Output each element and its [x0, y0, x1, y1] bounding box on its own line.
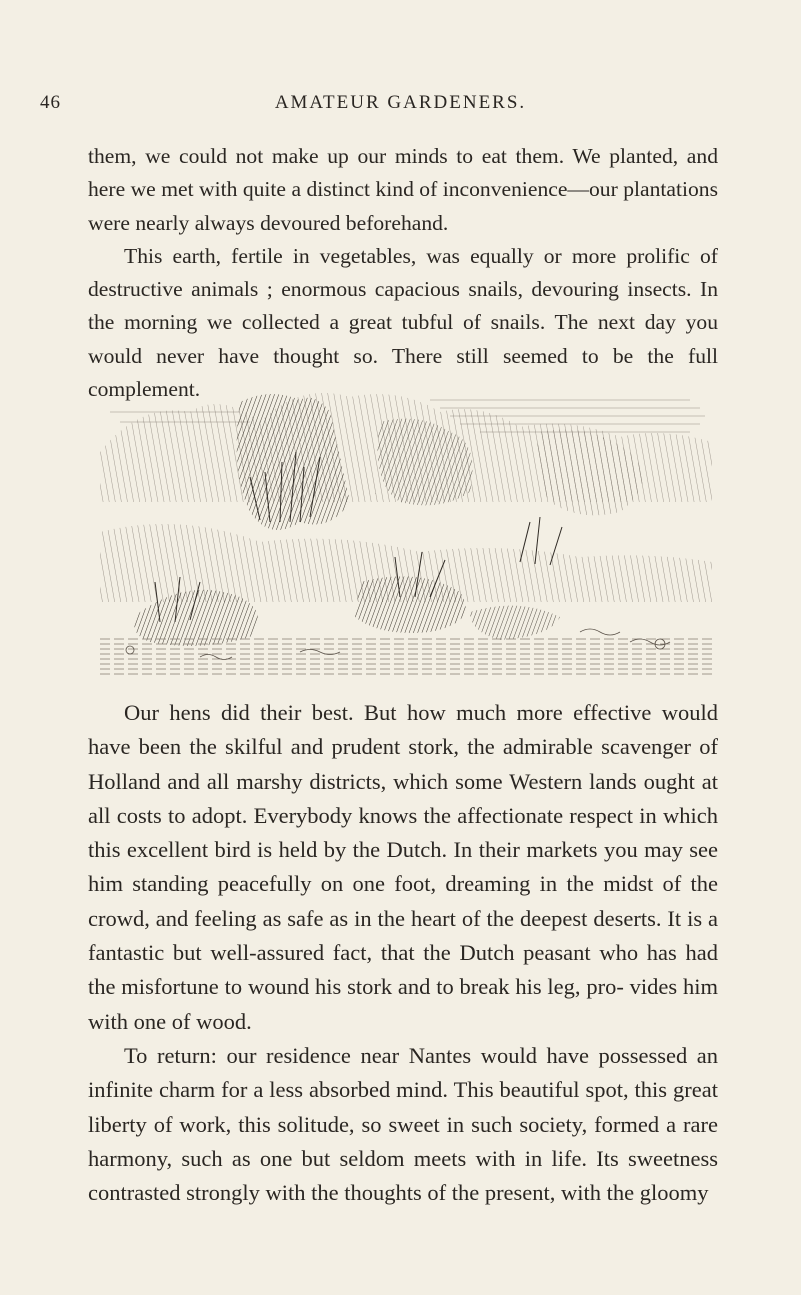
- marsh-engraving-illustration: [100, 382, 712, 682]
- page-number: 46: [40, 92, 61, 113]
- page-header: [0, 92, 801, 122]
- paragraph: them, we could not make up our minds to eat them. We planted, and here we met with quite a distinct kind of inconvenience—our plantations were nearly always devoured beforehand.: [88, 144, 718, 235]
- paragraph: To return: our residence near Nantes would have possessed an infinite charm for a less absorbed mind. This beautiful spot, this great liberty of work, this solitude, so sweet in such society, formed a rare harmony, such as one but seldom meets with in life. Its sweetness contrasted strongly with the thoughts of the present, with the gloomy: [88, 1042, 718, 1206]
- top-text-block: [88, 140, 718, 406]
- paragraph: Our hens did their best. But how much more effective would have been the skilful and prudent stork, the admirable scavenger of Holland and all marshy districts, which some Western lands ought at all costs to adopt. Everybody knows the affectionate respect in which this excellent bird is held by the Dutch. In their markets you may see him standing peacefully on one foot, dreaming in the midst of the crowd, and feeling as safe as in the heart of the deepest deserts. It is a fantastic but well-assured fact, that the Dutch peasant who has had the misfortune to wound his stork and to break his leg, pro- vides him with one of wood.: [88, 700, 718, 1034]
- running-title: AMATEUR GARDENERS.: [274, 92, 527, 113]
- paragraph: This earth, fertile in vegetables, was equally or more prolific of destructive animals ; enormous capacious snails, devouring insects. In the morning we collected a great tubful of snails. The next day you would never have thought so. There still seemed to be the full complement.: [88, 243, 718, 402]
- bottom-text-block: [88, 696, 718, 1210]
- engraving-image: [100, 382, 712, 682]
